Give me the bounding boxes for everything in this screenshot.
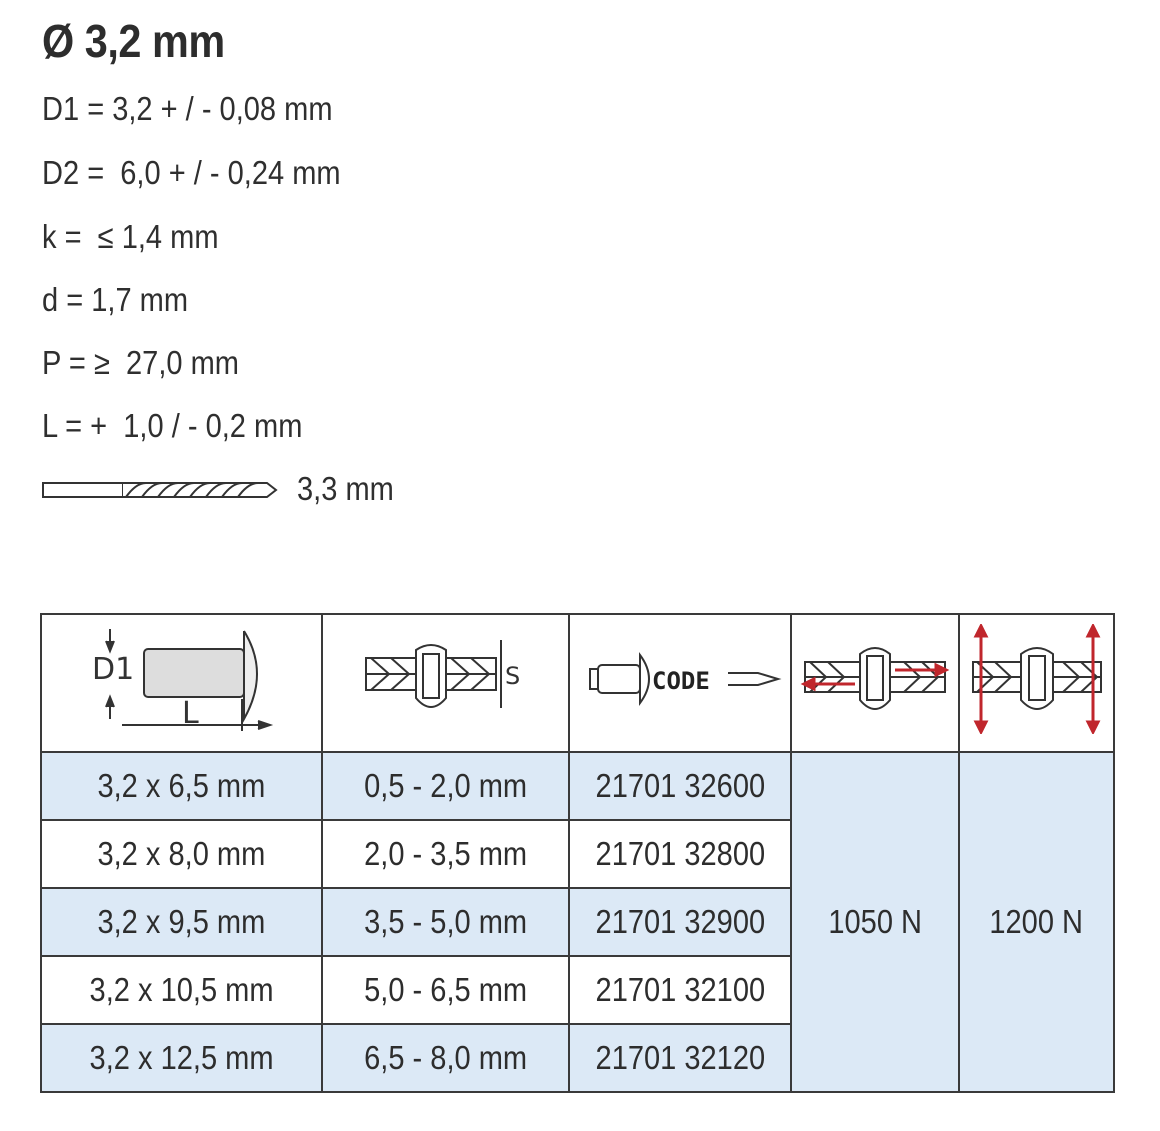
- spec-l: L = + 1,0 / - 0,2 mm: [42, 407, 303, 444]
- cell-size: 3,2 x 9,5 mm: [41, 888, 322, 956]
- spec-k: k = ≤ 1,4 mm: [42, 218, 219, 255]
- cell-grip: 3,5 - 5,0 mm: [322, 888, 569, 956]
- rivet-code-icon: [578, 649, 783, 709]
- header-grip-range: [322, 614, 569, 752]
- cell-size: 3,2 x 6,5 mm: [41, 752, 322, 820]
- header-tensile-force: [959, 614, 1114, 752]
- cell-code: 21701 32900: [569, 888, 791, 956]
- cell-grip: 5,0 - 6,5 mm: [322, 956, 569, 1024]
- cell-size: 3,2 x 10,5 mm: [41, 956, 322, 1024]
- spec-d: d = 1,7 mm: [42, 281, 189, 318]
- shear-force-icon: [800, 634, 950, 724]
- cell-code: 21701 32100: [569, 956, 791, 1024]
- header-shear-force: [791, 614, 959, 752]
- page-title: Ø 3,2 mm: [42, 15, 225, 67]
- header-rivet-dimensions: [41, 614, 322, 752]
- spec-d1: D1 = 3,2 + / - 0,08 mm: [42, 90, 333, 127]
- header-code: [569, 614, 791, 752]
- spec-p: P = ≥ 27,0 mm: [42, 344, 239, 381]
- cell-code: 21701 32120: [569, 1024, 791, 1092]
- cell-grip: 6,5 - 8,0 mm: [322, 1024, 569, 1092]
- table-header-row: [41, 614, 1114, 752]
- cell-code: 21701 32600: [569, 752, 791, 820]
- rivet-d1-l-icon: [82, 619, 282, 739]
- label-s: S: [504, 662, 520, 690]
- grip-range-s-icon: [361, 634, 531, 724]
- table-row: [41, 752, 1114, 820]
- cell-shear-force: 1050 N: [791, 752, 959, 1092]
- cell-grip: 2,0 - 3,5 mm: [322, 820, 569, 888]
- cell-code: 21701 32800: [569, 820, 791, 888]
- tensile-force-icon: [967, 624, 1107, 734]
- spec-d2: D2 = 6,0 + / - 0,24 mm: [42, 154, 341, 191]
- label-l: L: [181, 696, 199, 731]
- rivet-table: [40, 613, 1115, 1093]
- drill-size: 3,3 mm: [297, 470, 394, 507]
- cell-size: 3,2 x 12,5 mm: [41, 1024, 322, 1092]
- cell-tensile-force: 1200 N: [959, 752, 1114, 1092]
- cell-size: 3,2 x 8,0 mm: [41, 820, 322, 888]
- cell-grip: 0,5 - 2,0 mm: [322, 752, 569, 820]
- drill-bit-icon: [42, 472, 278, 510]
- label-code: CODE: [651, 667, 710, 695]
- label-d1: D1: [91, 652, 134, 687]
